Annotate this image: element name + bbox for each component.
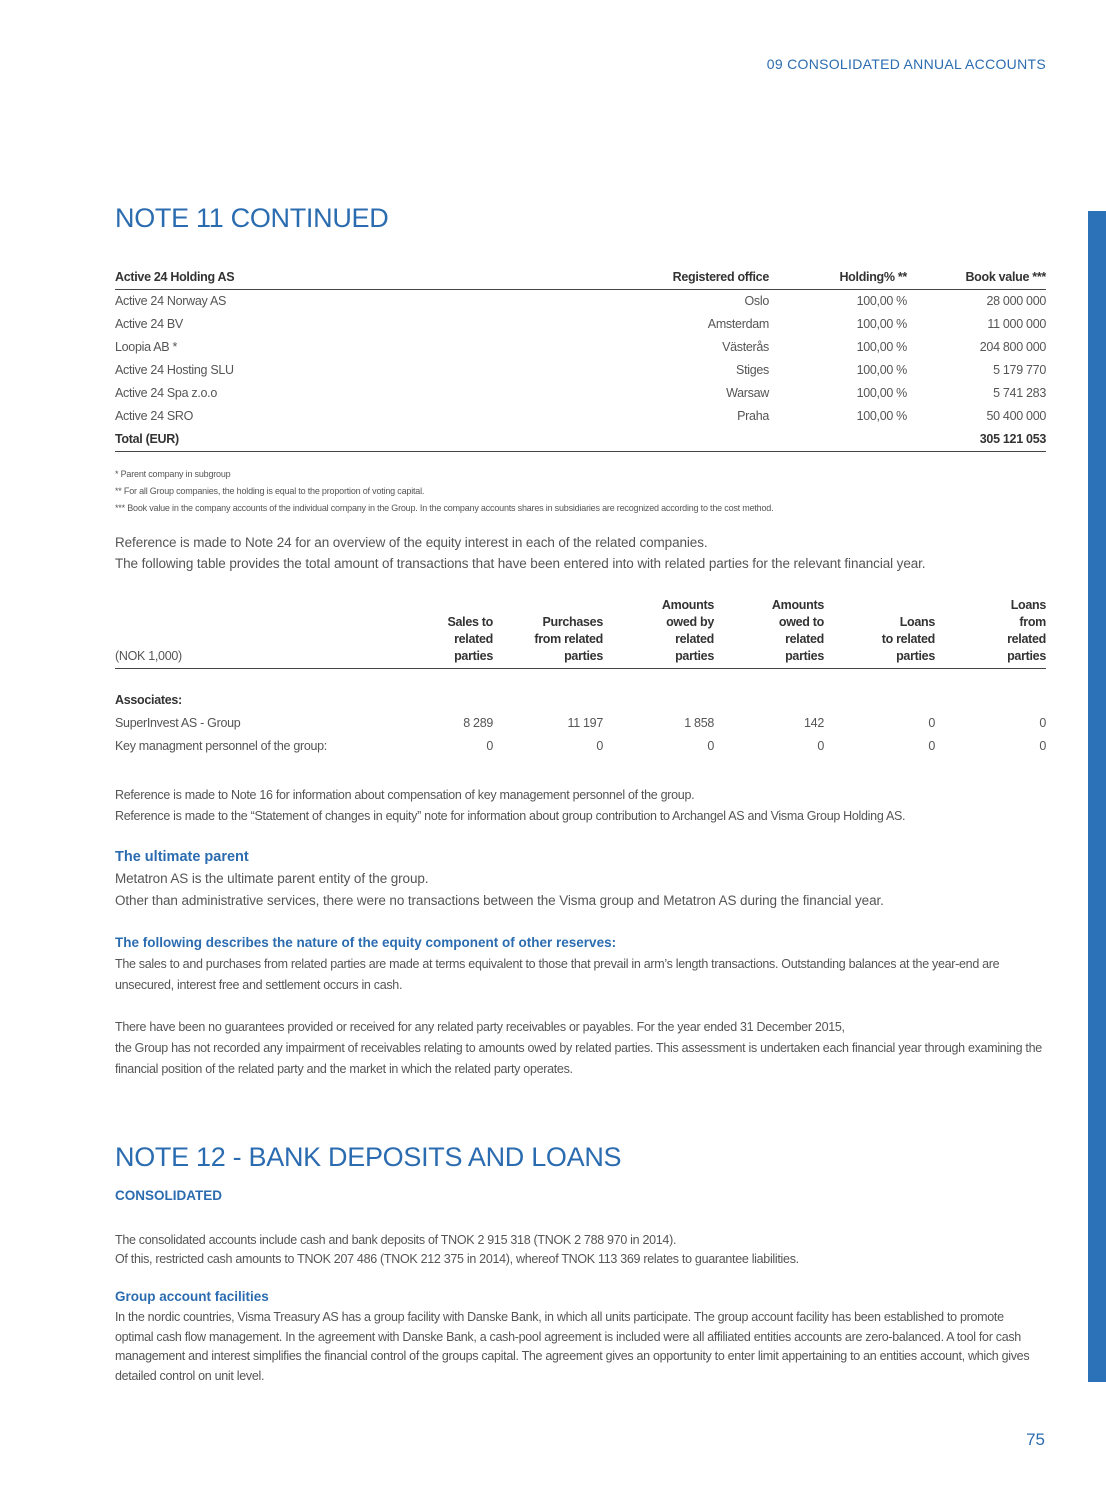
table-row (115, 313, 1046, 336)
footnote-3: *** Book value in the company accounts of the individual company in the Group. In the company accounts shares in subsidiaries are recognized according to the cost method. (115, 503, 774, 513)
table-row (115, 336, 1046, 359)
side-tab-bar (1088, 211, 1106, 1382)
note12-title: NOTE 12 - BANK DEPOSITS AND LOANS (115, 1142, 622, 1172)
table-row (115, 382, 1046, 405)
facilities-heading: Group account facilities (115, 1289, 269, 1304)
header-col: Amounts owed by related parties (661, 598, 714, 663)
table-cell: 100,00 % (856, 409, 907, 423)
table-cell: 100,00 % (856, 386, 907, 400)
header-col: Amounts owed to related parties (771, 598, 824, 663)
table-cell: 0 (928, 739, 935, 753)
paragraph: Reference is made to Note 24 for an overview of the equity interest in each of the related companies. (115, 535, 708, 550)
paragraph: The consolidated accounts include cash and bank deposits of TNOK 2 915 318 (TNOK 2 788 970 in 2014). (115, 1233, 677, 1247)
table-cell: Active 24 SRO (115, 409, 194, 423)
section-label (115, 689, 1046, 712)
note12-subtitle: CONSOLIDATED (115, 1188, 222, 1203)
paragraph: Reference is made to the “Statement of changes in equity” note for information about group contribution to Archangel AS and Visma Group Holding AS. (115, 809, 906, 823)
table-header (115, 596, 1046, 669)
table-cell: Loopia AB * (115, 340, 178, 354)
table-cell: Amsterdam (707, 317, 769, 331)
table-cell: 50 400 000 (986, 409, 1046, 423)
paragraph: Of this, restricted cash amounts to TNOK 207 486 (TNOK 212 375 in 2014), whereof TNOK 113 369 relates to guarantee liabilities. (115, 1252, 799, 1266)
table-cell: Praha (737, 409, 769, 423)
table-cell: 5 179 770 (993, 363, 1046, 377)
table-cell: 5 741 283 (993, 386, 1046, 400)
table-cell: 0 (486, 739, 493, 753)
table-cell: 1 858 (684, 716, 714, 730)
header-col: Sales to related parties (447, 615, 493, 663)
related-party-table (115, 596, 1046, 758)
table-cell: 0 (1039, 739, 1046, 753)
footnote-1: * Parent company in subgroup (115, 469, 231, 479)
table-cell: Stiges (736, 363, 769, 377)
total-label: Total (EUR) (115, 432, 179, 446)
header-col: Loans from related parties (1007, 598, 1046, 663)
table-cell: 100,00 % (856, 340, 907, 354)
table-cell: 0 (596, 739, 603, 753)
table-cell: 0 (817, 739, 824, 753)
table-cell: Active 24 Norway AS (115, 294, 227, 308)
table-cell: 8 289 (463, 716, 493, 730)
table-cell: 0 (707, 739, 714, 753)
parent-heading: The ultimate parent (115, 849, 249, 865)
table-row (115, 405, 1046, 428)
table-cell: 0 (1039, 716, 1046, 730)
header-col: Purchases from related parties (534, 615, 603, 663)
table-cell: Warsaw (726, 386, 769, 400)
associates-label: Associates: (115, 693, 182, 707)
unit-label: (NOK 1,000) (115, 649, 182, 663)
note11-title: NOTE 11 CONTINUED (115, 203, 389, 233)
table-cell: 11 197 (567, 716, 603, 730)
table-cell: 0 (928, 716, 935, 730)
page-number: 75 (1026, 1430, 1045, 1449)
table-cell: 28 000 000 (986, 294, 1046, 308)
header-holding: Holding% ** (839, 270, 907, 284)
section-header: 09 CONSOLIDATED ANNUAL ACCOUNTS (766, 56, 1046, 72)
paragraph: the Group has not recorded any impairment of receivables relating to amounts owed by related parties. This assessment is undertaken each financial year through examining the financial position of the related party and the market in which the related party operates. (115, 1041, 1042, 1076)
row-label: Key managment personnel of the group: (115, 739, 327, 753)
table-cell: 142 (804, 716, 824, 730)
paragraph: Other than administrative services, there were no transactions between the Visma group and Metatron AS during the financial year. (115, 893, 884, 908)
paragraph: In the nordic countries, Visma Treasury AS has a group facility with Danske Bank, in which all units participate. The group account facility has been established to promote optimal cash flow management. In the agreement with Danske Bank, a cash-pool agreement is included were all affiliated entities accounts are zero-balanced. A tool for cash management and interest simplifies the financial control of the groups capital. The agreement gives an opportunity to enter limit appertaining to an entities account, which gives detailed control on unit level. (115, 1310, 1030, 1383)
table-cell: 100,00 % (856, 317, 907, 331)
table-cell: 100,00 % (856, 363, 907, 377)
header-book-value: Book value *** (965, 270, 1046, 284)
paragraph: There have been no guarantees provided or received for any related party receivables or payables. For the year ended 31 December 2015, (115, 1020, 845, 1034)
table-cell: Active 24 Spa z.o.o (115, 386, 218, 400)
header-office: Registered office (672, 270, 769, 284)
table-cell: 100,00 % (856, 294, 907, 308)
footnote-2: ** For all Group companies, the holding is equal to the proportion of voting capital. (115, 486, 425, 496)
table-header (115, 266, 1046, 290)
table-cell: Oslo (744, 294, 769, 308)
table-cell: Active 24 BV (115, 317, 183, 331)
total-value: 305 121 053 (979, 432, 1046, 446)
row-label: SuperInvest AS - Group (115, 716, 241, 730)
total-row (115, 428, 1046, 452)
subsidiaries-table (115, 266, 1046, 452)
table-row (115, 290, 1046, 313)
table-row (115, 712, 1046, 735)
header-col: Loans to related parties (881, 615, 935, 663)
table-cell: Västerås (722, 340, 769, 354)
paragraph: Reference is made to Note 16 for information about compensation of key management personnel of the group. (115, 788, 695, 802)
table-row (115, 359, 1046, 382)
equity-heading: The following describes the nature of the equity component of other reserves: (115, 935, 617, 950)
paragraph: Metatron AS is the ultimate parent entity of the group. (115, 871, 429, 886)
table-cell: 204 800 000 (979, 340, 1046, 354)
paragraph: The following table provides the total amount of transactions that have been entered into with related parties for the relevant financial year. (115, 556, 926, 571)
header-company: Active 24 Holding AS (115, 270, 235, 284)
paragraph: The sales to and purchases from related parties are made at terms equivalent to those that prevail in arm’s length transactions. Outstanding balances at the year-end are unsecured, interest free and settlement occurs in cash. (115, 957, 1000, 992)
table-cell: 11 000 000 (987, 317, 1046, 331)
table-cell: Active 24 Hosting SLU (115, 363, 234, 377)
table-row (115, 735, 1046, 758)
